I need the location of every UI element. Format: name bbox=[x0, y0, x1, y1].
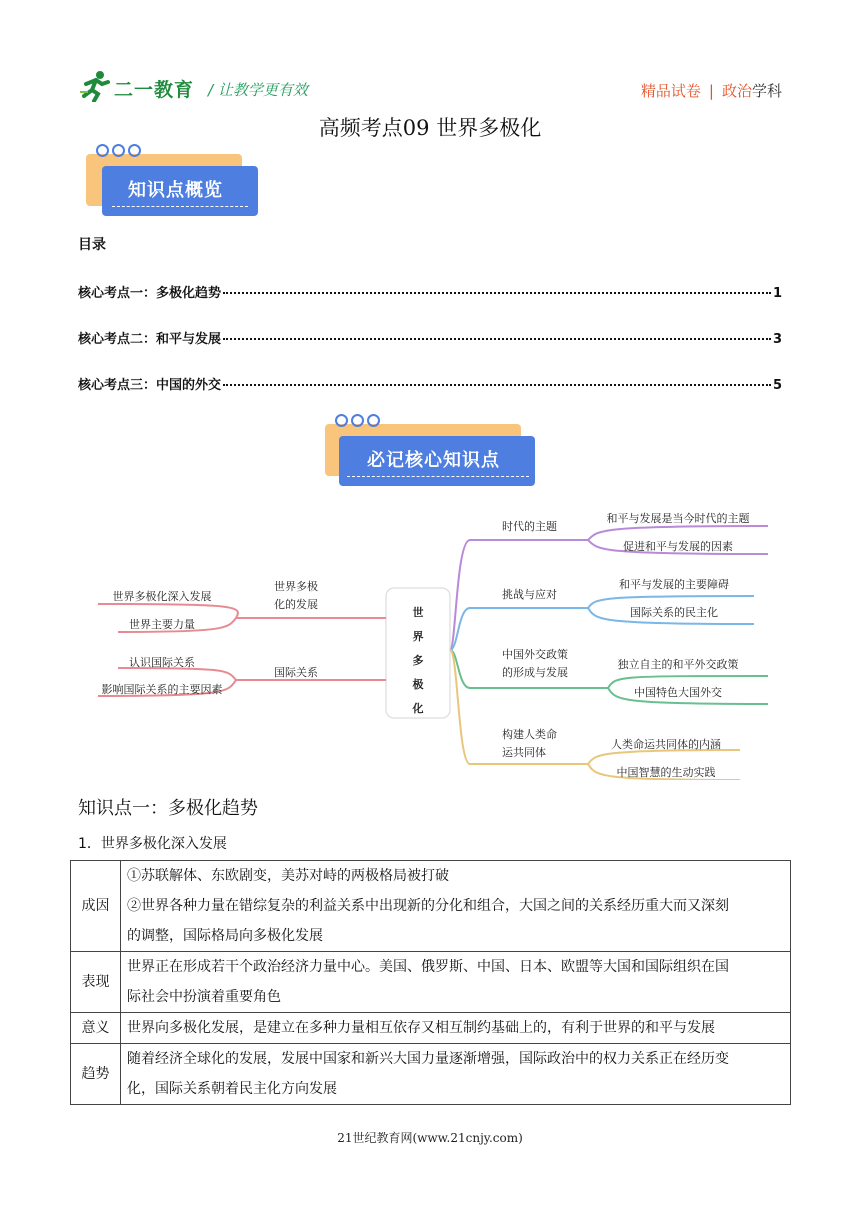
mindmap-leaf-label: 世界多极化深入发展 bbox=[112, 590, 212, 603]
row-line: ②世界各种力量在错综复杂的利益关系中出现新的分化和组合，大国之间的关系经历重大而又深刻 bbox=[127, 898, 729, 914]
table-row bbox=[71, 1013, 791, 1044]
table-row bbox=[71, 861, 791, 952]
mindmap bbox=[78, 500, 782, 780]
page-footer: 21世纪教育网(www.21cnjy.com) bbox=[337, 1131, 523, 1145]
banner-key-points bbox=[325, 410, 540, 490]
banner-overview-label: 知识点概览 bbox=[128, 180, 223, 201]
table-row bbox=[71, 952, 791, 1013]
mindmap-leaf-label: 影响国际关系的主要因素 bbox=[101, 683, 223, 696]
mindmap-branch-label: 世界多极 bbox=[274, 580, 318, 593]
section-heading: 知识点一：多极化趋势 bbox=[78, 798, 258, 819]
mindmap-leaf-label: 和平与发展是当今时代的主题 bbox=[606, 512, 750, 525]
section-subheading: 1．世界多极化深入发展 bbox=[78, 836, 227, 852]
mindmap-center-char: 化 bbox=[412, 702, 424, 715]
table-row bbox=[71, 1044, 791, 1105]
toc-item[interactable] bbox=[78, 282, 782, 301]
row-line: ①苏联解体、东欧剧变，美苏对峙的两极格局被打破 bbox=[127, 868, 449, 884]
mindmap-branch-label: 国际关系 bbox=[274, 666, 318, 679]
mindmap-branch-label: 中国外交政策 bbox=[502, 648, 568, 661]
page-header bbox=[78, 70, 782, 106]
knowledge-table bbox=[70, 860, 791, 1105]
toc-item[interactable] bbox=[78, 374, 782, 393]
row-line: 的调整，国际格局向多极化发展 bbox=[127, 928, 323, 944]
toc-item-label: 核心考点二：和平与发展 bbox=[78, 332, 222, 347]
mindmap-branch-label: 的形成与发展 bbox=[502, 666, 568, 679]
banner-key-points-label: 必记核心知识点 bbox=[367, 450, 500, 471]
mindmap-leaf-label: 促进和平与发展的因素 bbox=[623, 540, 733, 553]
toc-item[interactable] bbox=[78, 328, 782, 347]
mindmap-center-char: 极 bbox=[412, 678, 424, 691]
page-title: 高频考点09 世界多极化 bbox=[318, 116, 542, 140]
mindmap-center-char: 多 bbox=[412, 654, 424, 667]
row-line: 随着经济全球化的发展，发展中国家和新兴大国力量逐渐增强，国际政治中的权力关系正在经历变 bbox=[127, 1051, 729, 1067]
toc-item-label: 核心考点三：中国的外交 bbox=[78, 378, 222, 393]
banner-overview bbox=[86, 140, 261, 220]
mindmap-branch-label: 构建人类命 bbox=[502, 728, 557, 741]
logo-text: 二一教育 bbox=[114, 79, 195, 101]
toc-heading: 目录 bbox=[78, 237, 106, 253]
mindmap-leaf-label: 世界主要力量 bbox=[129, 618, 195, 631]
toc-item-page: 3 bbox=[772, 332, 782, 347]
row-content bbox=[121, 1044, 791, 1105]
mindmap-leaf-label: 独立自主的和平外交政策 bbox=[617, 658, 739, 671]
toc-item-page: 5 bbox=[772, 378, 782, 393]
mindmap-leaf-label: 中国特色大国外交 bbox=[634, 686, 722, 699]
mindmap-leaf-label: 国际关系的民主化 bbox=[630, 606, 718, 619]
row-line: 化，国际关系朝着民主化方向发展 bbox=[127, 1081, 337, 1097]
mindmap-branch-label: 运共同体 bbox=[502, 746, 546, 759]
premium-label: 精品试卷 bbox=[640, 82, 701, 100]
mindmap-branch-label: 时代的主题 bbox=[502, 520, 557, 533]
row-line: 世界向多极化发展，是建立在多种力量相互依存又相互制约基础上的，有利于世界的和平与发展 bbox=[127, 1020, 715, 1036]
row-key: 趋势 bbox=[71, 1044, 121, 1105]
row-key: 表现 bbox=[71, 952, 121, 1013]
mindmap-center-char: 世 bbox=[412, 606, 424, 619]
toc-item-page: 1 bbox=[772, 286, 782, 301]
subject-suffix: 学科 bbox=[751, 82, 782, 100]
row-line: 际社会中扮演着重要角色 bbox=[127, 989, 281, 1005]
mindmap-branch-label: 化的发展 bbox=[274, 598, 318, 611]
subject-colored: 政治 bbox=[721, 82, 752, 100]
mindmap-branch-label: 挑战与应对 bbox=[502, 588, 557, 601]
mindmap-leaf-label: 认识国际关系 bbox=[129, 656, 195, 669]
mindmap-leaf-label: 人类命运共同体的内涵 bbox=[611, 738, 721, 751]
header-subject: 精品试卷 | 政治学科 bbox=[640, 82, 782, 100]
runner-logo-icon bbox=[78, 70, 114, 102]
row-content bbox=[121, 861, 791, 952]
mindmap-center-char: 界 bbox=[412, 630, 424, 643]
mindmap-leaf-label: 和平与发展的主要障碍 bbox=[619, 578, 729, 591]
row-content bbox=[121, 952, 791, 1013]
slogan: / 让教学更有效 bbox=[208, 81, 308, 99]
row-line: 世界正在形成若干个政治经济力量中心。美国、俄罗斯、中国、日本、欧盟等大国和国际组织在国 bbox=[127, 959, 729, 975]
row-key: 成因 bbox=[71, 861, 121, 952]
toc-item-label: 核心考点一：多极化趋势 bbox=[78, 286, 222, 301]
row-key: 意义 bbox=[71, 1013, 121, 1044]
row-content bbox=[121, 1013, 791, 1044]
mindmap-leaf-label: 中国智慧的生动实践 bbox=[616, 766, 716, 779]
